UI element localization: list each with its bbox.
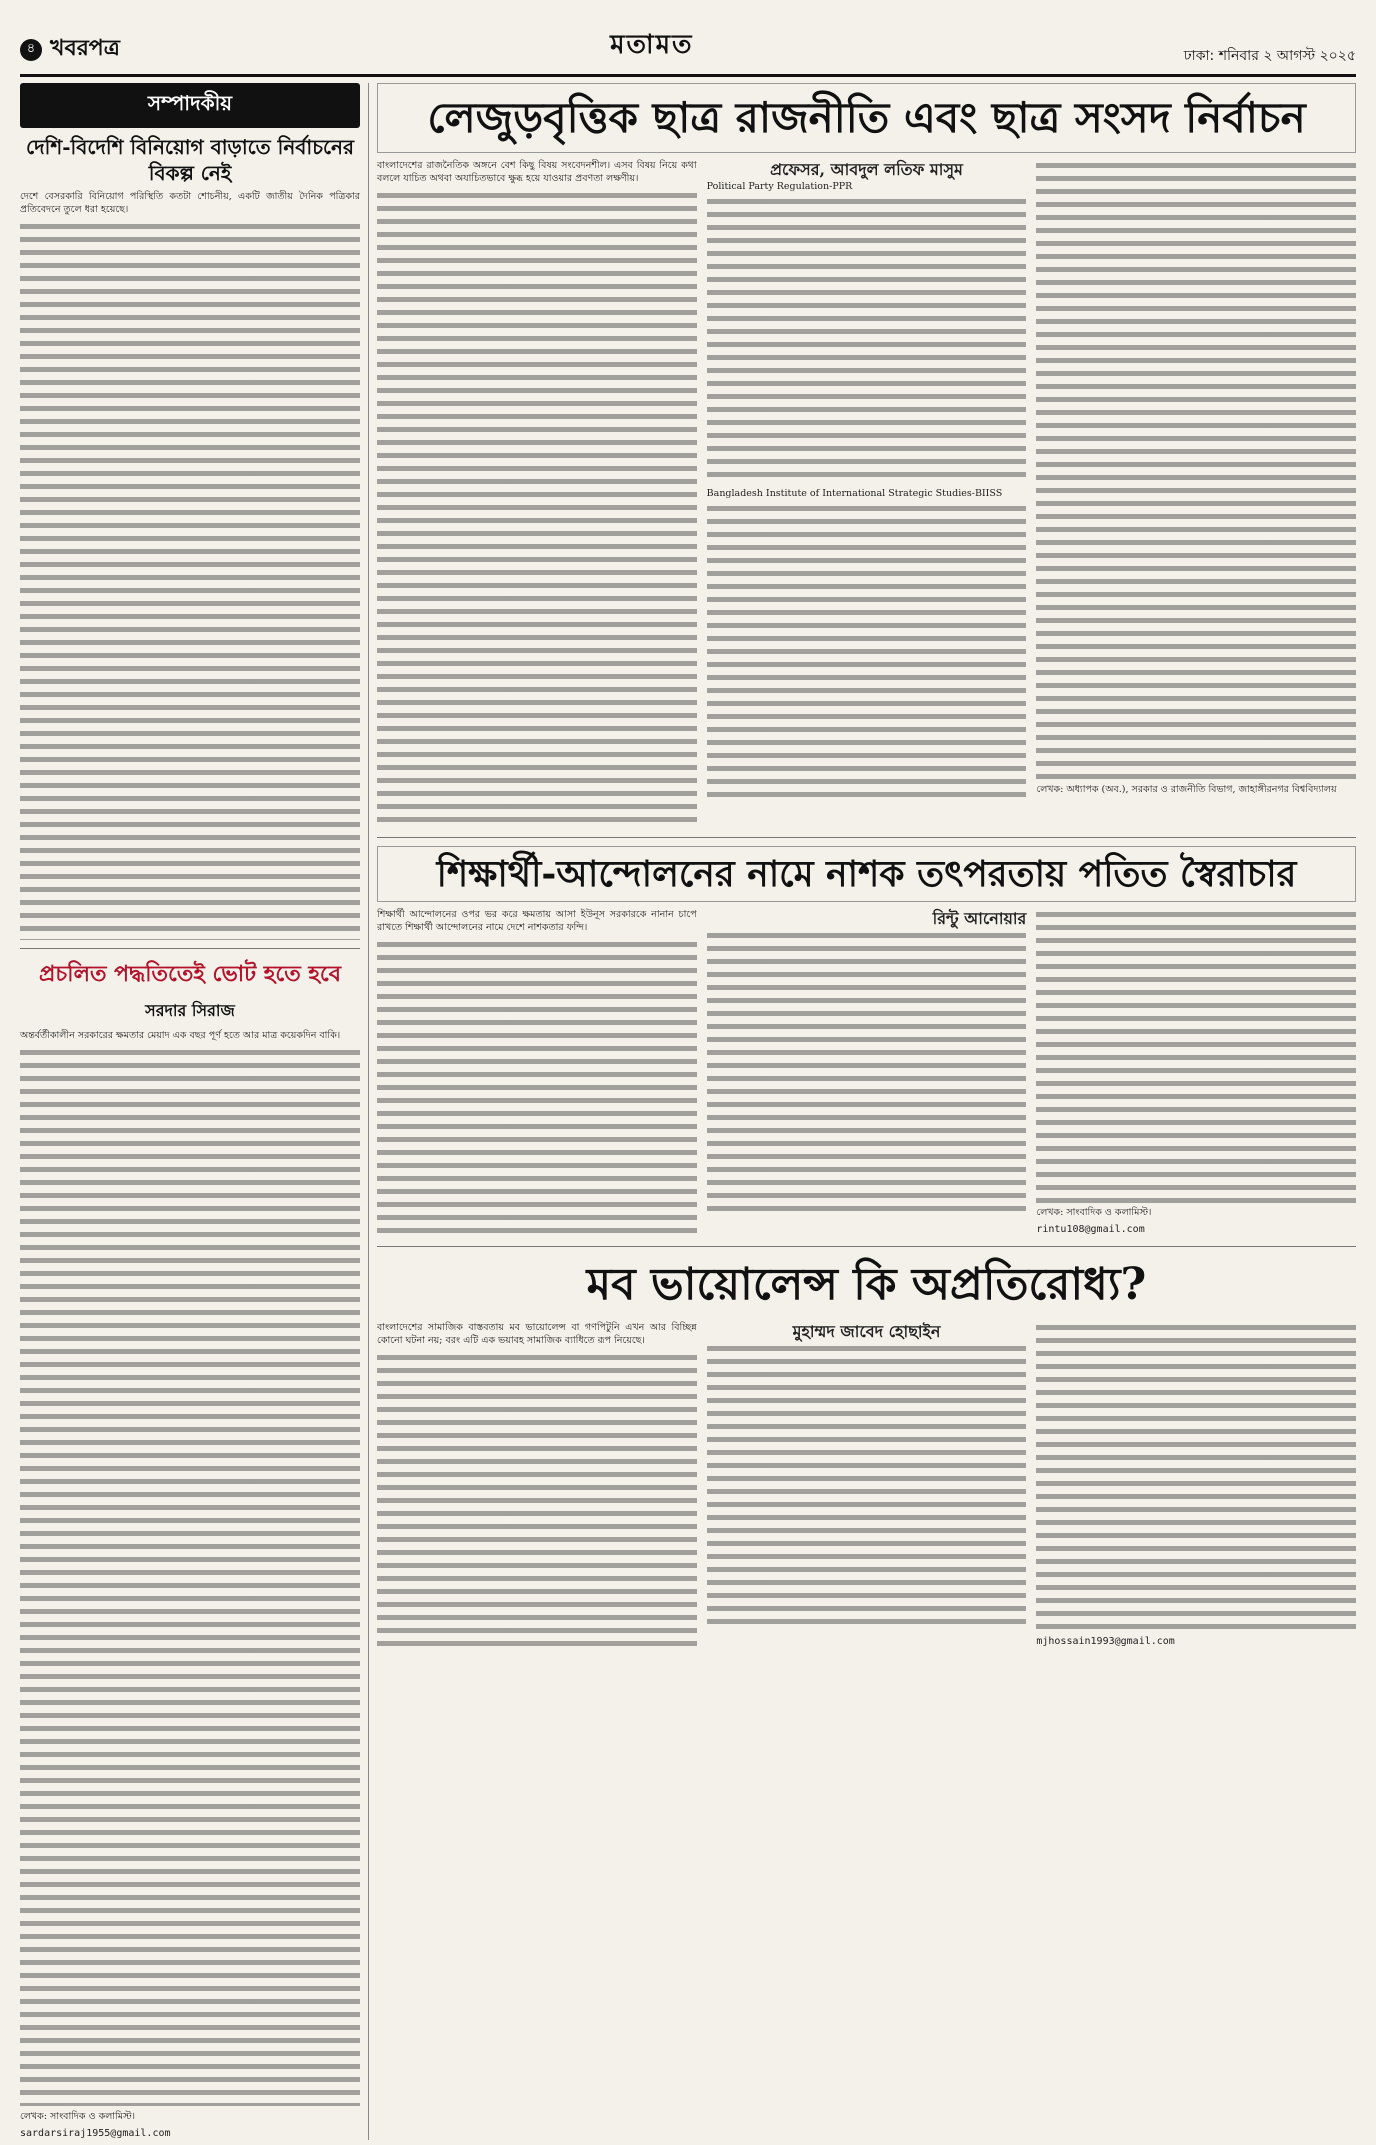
article1-col-1: [377, 159, 697, 829]
column1-lead: অন্তর্বর্তীকালীন সরকারের ক্ষমতার মেয়াদ এক বছর পূর্ণ হতে আর মাত্র কয়েকদিন বাকি।: [20, 1030, 341, 1041]
article3-byline: মুহাম্মদ জাবেদ হোছাইন: [792, 1322, 941, 1341]
section-name: মতামত: [610, 30, 694, 60]
article1-signoff: লেখক: অধ্যাপক (অব.), সরকার ও রাজনীতি বিভাগ, জাহাঙ্গীরনগর বিশ্ববিদ্যালয়: [1036, 784, 1337, 795]
article3-text-lines-3: [1036, 1321, 1356, 1631]
main-column: [377, 83, 1356, 2140]
article1-headline: লেজুড়বৃত্তিক ছাত্র রাজনীতি এবং ছাত্র সংসদ নির্বাচন: [377, 83, 1356, 153]
editorial-banner: সম্পাদকীয়: [20, 83, 360, 128]
page-columns: [20, 83, 1356, 2140]
article2-columns: [377, 908, 1356, 1238]
article3-col-2: [707, 1321, 1027, 1651]
article1-lead: বাংলাদেশের রাজনৈতিক অঙ্গনে বেশ কিছু বিষয় সংবেদনশীল। এসব বিষয় নিয়ে কথা বললে যাচিত অথবা অযাচিতভাবে ক্ষুব্ধ হয়ে যাওয়ার প্রবণতা লক্ষণীয়।: [377, 160, 697, 184]
article1-biiss: Bangladesh Institute of International Strategic Studies-BIISS: [706, 488, 1003, 499]
article3-text-lines: [377, 1351, 697, 1651]
dateline: ঢাকা: শনিবার ২ আগস্ট ২০২৫: [1183, 48, 1356, 64]
column1-signoff: লেখক: সাংবাদিক ও কলামিস্ট।: [20, 2111, 136, 2122]
editorial-body: [20, 190, 360, 940]
column1-email: sardarsiraj1955@gmail.com: [20, 2128, 171, 2139]
article1-ppr: Political Party Regulation-PPR: [706, 181, 853, 192]
article1-col-2: [707, 159, 1027, 829]
masthead: [20, 20, 1356, 77]
article1-col-3: [1036, 159, 1356, 829]
editorial-lead: দেশে বেসরকারি বিনিয়োগ পরিস্থিতি কতটা শোচনীয়, একটি জাতীয় দৈনিক পত্রিকার প্রতিবেদনে তুলে ধরা হয়েছে।: [20, 191, 360, 215]
article3-email: mjhossain1993@gmail.com: [1036, 1636, 1175, 1647]
divider: [20, 948, 360, 949]
masthead-left: [20, 31, 120, 68]
article1-text-lines-2: [707, 195, 1027, 485]
article2-headline: শিক্ষার্থী-আন্দোলনের নামে নাশক তৎপরতায় পতিত স্বৈরাচার: [377, 846, 1356, 902]
article2-text-lines-3: [1036, 908, 1356, 1204]
article2-byline: রিন্টু আনোয়ার: [932, 909, 1027, 928]
article1-text-lines-4: [1036, 159, 1356, 779]
article2-col-1: [377, 908, 697, 1238]
column1-body: [20, 1029, 360, 2140]
newspaper-page: [20, 20, 1356, 2139]
article2-col-3: [1036, 908, 1356, 1238]
article2-signoff: লেখক: সাংবাদিক ও কলামিস্ট।: [1036, 1207, 1152, 1218]
article3-lead: বাংলাদেশের সামাজিক বাস্তবতায় মব ভায়োলেন্স বা গণপিটুনি এখন আর বিচ্ছিন্ন কোনো ঘটনা নয়; বরং এটি এক ভয়াবহ সামাজিক ব্যাধিতে রূপ নিয়েছে।: [377, 1322, 697, 1346]
article1-columns: [377, 159, 1356, 829]
page-number: ৪: [20, 39, 42, 61]
article2: [377, 846, 1356, 1238]
article3-headline: মব ভায়োলেন্স কি অপ্রতিরোধ্য?: [586, 1259, 1147, 1310]
article3-text-lines-2: [707, 1342, 1027, 1632]
article1-text-lines: [377, 189, 697, 829]
article1-byline: প্রফেসর, আবদুল লতিফ মাসুম: [770, 160, 963, 179]
article2-text-lines-2: [707, 929, 1027, 1219]
divider: [377, 837, 1356, 838]
article2-email: rintu108@gmail.com: [1036, 1224, 1145, 1235]
left-column: [20, 83, 369, 2140]
column1-byline: সরদার সিরাজ: [145, 1001, 235, 1020]
article1-text-lines-3: [707, 502, 1027, 802]
editorial-text-lines: [20, 220, 360, 940]
paper-name: খবরপত্র: [50, 36, 120, 61]
article2-text-lines: [377, 938, 697, 1238]
article2-lead: শিক্ষার্থী আন্দোলনের ওপর ভর করে ক্ষমতায় আসা ইউনূস সরকারকে নানান চাপে রাখতে শিক্ষার্থী আন্দোলনের নামে দেশে নাশকতার ফন্দি।: [377, 909, 697, 933]
divider: [377, 1246, 1356, 1247]
article1: [377, 83, 1356, 829]
article3: [377, 1255, 1356, 1651]
article3-columns: [377, 1321, 1356, 1651]
article3-col-1: [377, 1321, 697, 1651]
article2-col-2: [707, 908, 1027, 1238]
editorial-headline: দেশি-বিদেশি বিনিয়োগ বাড়াতে নির্বাচনের বিকল্প নেই: [26, 135, 354, 185]
article3-col-3: [1036, 1321, 1356, 1651]
column1-text-lines: [20, 1046, 360, 2106]
column1-headline: প্রচলিত পদ্ধতিতেই ভোট হতে হবে: [38, 961, 342, 987]
